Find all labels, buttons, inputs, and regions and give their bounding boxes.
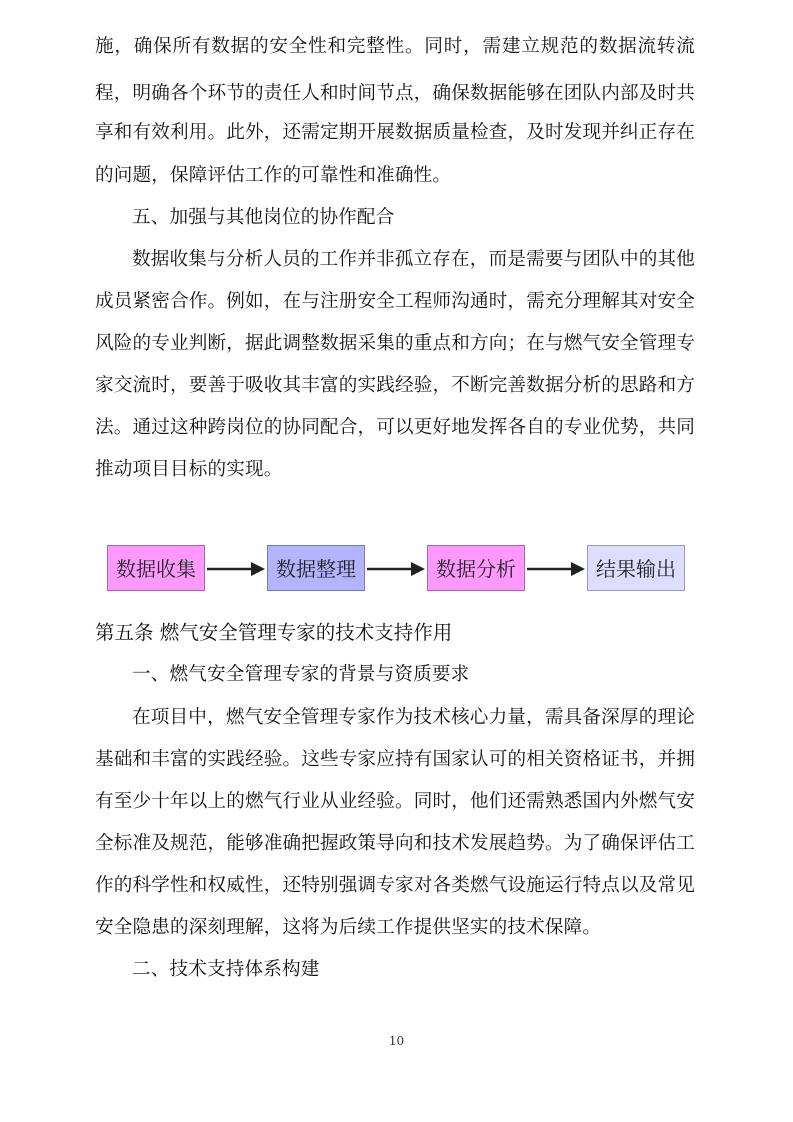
paragraph-line: 基础和丰富的实践经验。这些专家应持有国家认可的相关资格证书，并拥 bbox=[95, 749, 695, 770]
paragraph-line: 享和有效利用。此外，还需定期开展数据质量检查，及时发现并纠正存在 bbox=[95, 122, 695, 143]
arrow-right-icon bbox=[527, 557, 585, 581]
flow-step-collect: 数据收集 bbox=[107, 545, 205, 591]
flow-step-output: 结果输出 bbox=[587, 545, 685, 591]
process-flowchart bbox=[0, 540, 793, 598]
paragraph-line: 在项目中，燃气安全管理专家作为技术核心力量，需具备深厚的理论 bbox=[132, 707, 695, 728]
paragraph-line: 全标准及规范，能够准确把握政策导向和技术发展趋势。为了确保评估工 bbox=[95, 833, 695, 854]
paragraph-line: 程，明确各个环节的责任人和时间节点，确保数据能够在团队内部及时共 bbox=[95, 83, 695, 104]
paragraph-line: 有至少十年以上的燃气行业从业经验。同时，他们还需熟悉国内外燃气安 bbox=[95, 791, 695, 812]
arrow-right-icon bbox=[207, 557, 265, 581]
paragraph-line: 施，确保所有数据的安全性和完整性。同时，需建立规范的数据流转流 bbox=[95, 36, 695, 57]
arrow-right-icon bbox=[367, 557, 425, 581]
paragraph-line: 的问题，保障评估工作的可靠性和准确性。 bbox=[95, 165, 452, 186]
article-title: 第五条 燃气安全管理专家的技术支持作用 bbox=[95, 621, 453, 644]
subsection-heading: 二、技术支持体系构建 bbox=[132, 959, 320, 980]
paragraph-line: 安全隐患的深刻理解，这将为后续工作提供坚实的技术保障。 bbox=[95, 917, 602, 938]
page-number: 10 bbox=[388, 1034, 405, 1048]
section-heading: 五、加强与其他岗位的协作配合 bbox=[132, 207, 395, 228]
paragraph-line: 数据收集与分析人员的工作并非孤立存在，而是需要与团队中的其他 bbox=[132, 249, 695, 270]
paragraph-line: 作的科学性和权威性，还特别强调专家对各类燃气设施运行特点以及常见 bbox=[95, 875, 695, 896]
paragraph-line: 风险的专业判断，据此调整数据采集的重点和方向；在与燃气安全管理专 bbox=[95, 333, 695, 354]
paragraph-line: 法。通过这种跨岗位的协同配合，可以更好地发挥各自的专业优势，共同 bbox=[95, 417, 695, 438]
subsection-heading: 一、燃气安全管理专家的背景与资质要求 bbox=[132, 664, 470, 685]
flow-step-organize: 数据整理 bbox=[267, 545, 365, 591]
paragraph-line: 家交流时，要善于吸收其丰富的实践经验，不断完善数据分析的思路和方 bbox=[95, 375, 695, 396]
flow-step-analyze: 数据分析 bbox=[427, 545, 525, 591]
paragraph-line: 推动项目目标的实现。 bbox=[95, 459, 283, 480]
paragraph-line: 成员紧密合作。例如，在与注册安全工程师沟通时，需充分理解其对安全 bbox=[95, 291, 695, 312]
